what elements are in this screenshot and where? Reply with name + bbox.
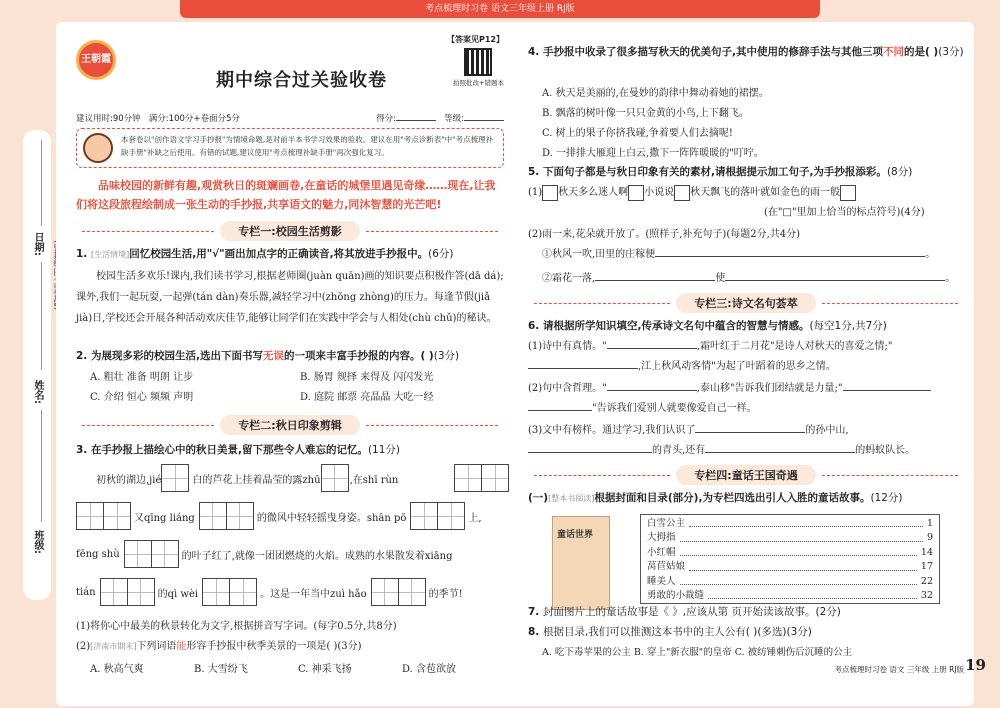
answer-blank[interactable] — [607, 390, 697, 391]
notice-text: 本套卷以"创作语文学习手抄报"为情境命题,是对前半本书学习效果的验收。建议在用"考点诊断表"中"考点梳理补缺手册"补缺之后使用。有错的试题,建议使用"考点梳理补缺手册"再次强化复习。 — [121, 135, 494, 157]
question-2: 2. 为展现多彩的校园生活,选出下面书写无误的一项来丰富手抄报的内容。( )(3分) — [76, 350, 460, 362]
footer-text: 考点梳理时习卷 语文 三年级 上册 RJ版 — [834, 665, 964, 674]
answer-blank[interactable] — [725, 280, 945, 281]
notice-box — [76, 128, 504, 168]
option[interactable]: A. 粗壮 准备 明朗 让步 — [90, 372, 194, 383]
qr-label: 拍照批改+错题本 — [453, 79, 504, 87]
question-8: 8. 根据目录,我们可以推测这本书中的主人公有( )(多选)(3分) — [528, 626, 812, 638]
option[interactable]: C. 介绍 恒心 频频 声明 — [90, 392, 194, 403]
option[interactable]: A. 秋高气爽 — [90, 664, 144, 675]
question-1-passage: 校园生活多欢乐!课内,我们读书学习,根据老师圈(juàn quān)画的知识要点积极作答(dā dá);课外,我们一起玩耍,一起弹(tán dàn)奏乐器,减轻学习中(zhōng zhòng)的压力。每逢节假(jiǎ jià)日,学校还会开展各种活动欢庆佳节,能够让同学们在实践中学会与人相处(chù chǔ)的秘诀。 — [76, 271, 504, 324]
char-box[interactable] — [226, 502, 254, 530]
section-header-3: 专栏三:诗文名句荟萃 — [528, 292, 964, 314]
char-box[interactable] — [321, 464, 349, 492]
toc-item: 小红帽 14 — [647, 546, 933, 558]
char-box[interactable] — [127, 578, 155, 606]
binding-margin — [0, 0, 56, 708]
table-of-contents — [640, 514, 940, 604]
score-label: 得分: — [376, 114, 397, 124]
option[interactable]: B. 飘落的树叶像一只只金黄的小鸟,上下翻飞。 — [542, 108, 749, 119]
option[interactable]: A. 秋天是美丽的,在曼妙的韵律中舞动着她的裙摆。 — [542, 88, 769, 99]
question-6-l3-cont: 的青头,还有 的蚂蚁队长。 — [528, 442, 915, 460]
toc-item: 白雪公主 1 — [647, 518, 933, 529]
answer-blank[interactable] — [705, 452, 855, 453]
book-cover-image — [552, 516, 610, 610]
question-6-l2: (2)句中含哲理。" ,泰山移"告诉我们团结就是力量;" — [528, 380, 931, 398]
pinyin-row-1-end — [454, 464, 508, 492]
question-6-l1: (1)诗中有真情。" ,霜叶红于二月花"是诗人对秋天的喜爱之情;" — [528, 341, 893, 352]
char-box[interactable] — [371, 578, 399, 606]
question-5-sub2: (2)雨一来,花朵就开放了。(照样子,补充句子)(每题2分,共4分) — [528, 229, 801, 240]
score-field[interactable] — [396, 120, 436, 121]
punct-box[interactable] — [628, 185, 644, 201]
question-5: 5. 下面句子都是与秋日印象有关的素材,请根据提示加工句子,为手抄报添彩。(8分) — [528, 166, 913, 178]
exam-info — [76, 112, 504, 124]
qr-code-icon[interactable] — [464, 48, 492, 76]
date-label: 日期: — [32, 232, 43, 256]
page-number: 19 — [965, 656, 986, 674]
toc-item: 大拇指 9 — [647, 532, 933, 544]
question-6-l1-cont: ,江上秋风动客情"为起了叶蹈着的思乡之情。 — [528, 358, 836, 376]
question-5-hint: (在"□"里加上恰当的标点符号)(4分) — [764, 207, 925, 218]
class-label: 班级: — [32, 530, 43, 554]
grade-label: 等级: — [444, 114, 464, 124]
option[interactable]: D. 含苞欲放 — [402, 664, 457, 675]
option[interactable]: D. 庭院 邮票 亮晶晶 大吃一经 — [300, 392, 434, 403]
char-box[interactable] — [437, 502, 465, 530]
answer-blank[interactable] — [528, 368, 638, 369]
question-5-sub2-1: ①秋风一吹,田里的庄稼便 。 — [542, 249, 936, 260]
binding-line — [41, 140, 42, 226]
question-7: 7. 封面图片上的童话故事是《 》,应该从第 页开始读该故事。(2分) — [528, 606, 841, 618]
option[interactable]: B. 肠胃 规择 来得及 闪闪发光 — [300, 372, 434, 383]
answer-tag: 【答案见P12】 — [447, 35, 504, 44]
toc-item: 睡美人 22 — [647, 575, 933, 587]
char-box[interactable] — [481, 464, 509, 492]
question-4-options — [542, 84, 964, 164]
char-box[interactable] — [103, 502, 131, 530]
answer-blank[interactable] — [695, 432, 805, 433]
question-3-sub1: (1)将你心中最美的秋景转化为文字,根据拼音写字词。(每字0.5分,共8分) — [76, 621, 397, 632]
char-box[interactable] — [410, 502, 438, 530]
pinyin-row-3: fēng shù 的叶子红了,就像一团团燃烧的火焰。成熟的水果散发着xiāng — [76, 540, 452, 568]
question-5-sub2-2: ②霜花一落, 使 。 — [542, 273, 956, 284]
section-header-4: 专栏四:童话王国奇遇 — [528, 464, 964, 486]
question-5-sub1: (1) 秋天多么迷人啊 小说说 秋天飘飞的落叶就如金色的雨一般 — [528, 184, 856, 202]
toc-item: 勇敢的小裁缝 32 — [647, 590, 933, 602]
question-6-l2-cont: "告诉我们爱别人就要像爱自己一样。 — [528, 400, 757, 418]
char-box[interactable] — [161, 464, 189, 492]
option[interactable]: C. 神采飞扬 — [298, 664, 352, 675]
question-s4: (一)[整本书阅读]根据封面和目录(部分),为专栏四选出引人入胜的童话故事。(12分) — [528, 492, 903, 504]
toc-item: 莴苣姑娘 17 — [647, 561, 933, 573]
question-3-options — [90, 660, 504, 680]
intro-text: 品味校园的新鲜有趣,观赏秋日的斑斓画卷,在童话的城堡里遇见奇缘……现在,让我们将这段旅程绘制成一张生动的手抄报,共享语文的魅力,同沐智慧的光芒吧! — [76, 179, 496, 211]
section-header-2: 专栏二:秋日印象剪辑 — [76, 414, 504, 436]
option[interactable]: C. 树上的果子你挤我碰,争着要人们去摘呢! — [542, 128, 733, 139]
page-title: 期中综合过关验收卷 — [216, 70, 387, 91]
answer-blank[interactable] — [607, 348, 697, 349]
book-title: 童话世界 — [557, 530, 594, 540]
question-2-options — [90, 368, 504, 408]
option[interactable]: B. 大雪纷飞 — [194, 664, 248, 675]
time-info: 建议用时:90分钟 — [76, 114, 141, 124]
char-box[interactable] — [124, 540, 152, 568]
answer-blank[interactable] — [655, 256, 925, 257]
pinyin-row-4: tián 的qì wèi 。这是一年当中zuì hǎo 的季节! — [76, 578, 463, 606]
char-box[interactable] — [76, 502, 104, 530]
char-box[interactable] — [151, 540, 179, 568]
binding-line — [41, 262, 42, 370]
top-banner: 考点梳理时习卷 语文三年级上册 RJ版 — [180, 0, 820, 18]
answer-blank[interactable] — [595, 280, 715, 281]
brand-logo: 王朝霞 — [76, 40, 116, 80]
char-box[interactable] — [229, 578, 257, 606]
pinyin-row-1: 初秋的湖边,jié 白的芦花上挂着晶莹的露zhū ,在shī rùn — [96, 464, 398, 492]
question-6-l3: (3)文中有榜样。通过学习,我们认识了 的孙中山, — [528, 425, 849, 436]
answer-blank[interactable] — [843, 390, 931, 391]
char-box[interactable] — [454, 464, 482, 492]
punct-box[interactable] — [840, 185, 856, 201]
binding-line — [41, 410, 42, 522]
question-1: 1. [生活情境]回忆校园生活,用"√"画出加点字的正确读音,将其放进手抄报中。(6分) — [76, 248, 454, 260]
char-box[interactable] — [199, 502, 227, 530]
answer-blank[interactable] — [528, 410, 592, 411]
char-box[interactable] — [398, 578, 426, 606]
question-3-sub2: (2)[济南市期末]下列词语能形容手抄报中秋季美景的一项是( )(3分) — [76, 641, 362, 652]
answer-blank[interactable] — [528, 452, 652, 453]
question-4: 4. 手抄报中收录了很多描写秋天的优美句子,其中使用的修辞手法与其他三项不同的是( )(3分) — [528, 46, 964, 58]
girl-avatar-icon — [83, 133, 113, 163]
name-label: 姓名: — [32, 380, 43, 404]
question-3: 3. 在手抄报上描绘心中的秋日美景,留下那些令人难忘的记忆。(11分) — [76, 444, 401, 456]
question-6: 6. 请根据所学知识填空,传承诗文名句中蕴含的智慧与情感。(每空1分,共7分) — [528, 320, 887, 332]
char-box[interactable] — [100, 578, 128, 606]
option[interactable]: D. 一排排大雁迎上白云,撒下一阵阵暖暖的"叮咛。 — [542, 148, 764, 159]
char-box[interactable] — [202, 578, 230, 606]
punct-box[interactable] — [674, 185, 690, 201]
punct-box[interactable] — [542, 185, 558, 201]
grade-field[interactable] — [464, 120, 504, 121]
question-8-options: A. 吃下毒苹果的公主 B. 穿上"新衣服"的皇帝 C. 被纺锤刺伤后沉睡的公主 — [542, 647, 853, 658]
pinyin-row-2: 又qīng liáng 的微风中轻轻摇曳身姿。shān pō 上, — [76, 502, 482, 530]
score-rule: 满分:100分+卷面分5分 — [148, 114, 240, 124]
section-header-1: 专栏一:校园生活剪影 — [76, 220, 504, 242]
